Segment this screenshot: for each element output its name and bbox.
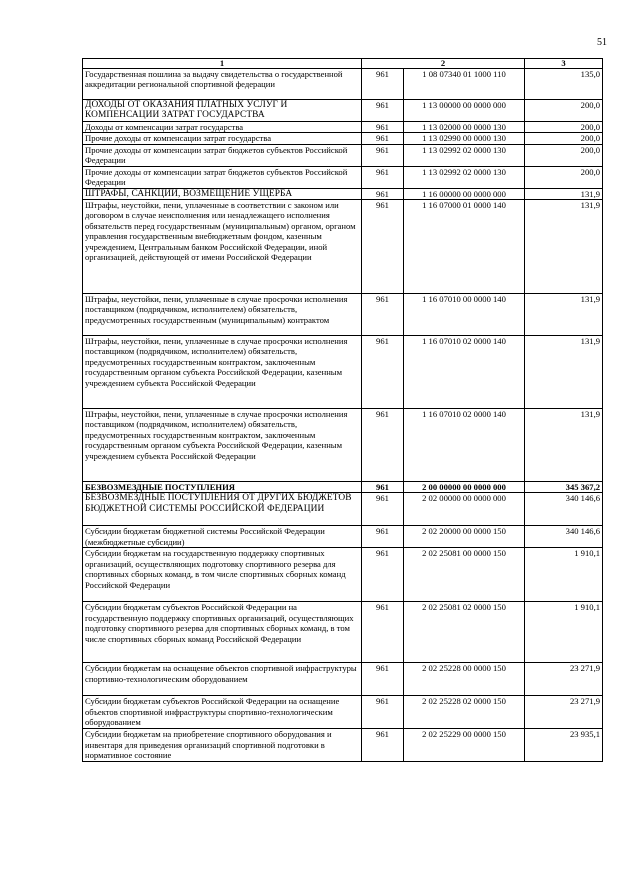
- row-admin-code: 961: [362, 409, 404, 482]
- row-name: Штрафы, неустойки, пени, уплаченные в случае просрочки исполнения поставщиком (подрядчиком, исполнителем) обязательств, предусмотренных государственным (муниципальным) контрактом: [83, 294, 362, 336]
- table-row: [83, 336, 603, 409]
- row-budget-code: 2 02 25081 02 0000 150: [404, 602, 525, 663]
- table-row: [83, 200, 603, 294]
- row-admin-code: 961: [362, 482, 404, 493]
- table-row: [83, 144, 603, 166]
- row-budget-code: 2 00 00000 00 0000 000: [404, 482, 525, 493]
- row-admin-code: 961: [362, 663, 404, 696]
- row-admin-code: 961: [362, 294, 404, 336]
- row-budget-code: 1 16 07000 01 0000 140: [404, 200, 525, 294]
- row-name: БЕЗВОЗМЕЗДНЫЕ ПОСТУПЛЕНИЯ ОТ ДРУГИХ БЮДЖЕТОВ БЮДЖЕТНОЙ СИСТЕМЫ РОССИЙСКОЙ ФЕДЕРАЦИИ: [83, 493, 362, 526]
- row-amount: 200,0: [525, 122, 603, 133]
- row-name: ШТРАФЫ, САНКЦИИ, ВОЗМЕЩЕНИЕ УЩЕРБА: [83, 188, 362, 199]
- row-admin-code: 961: [362, 729, 404, 761]
- row-budget-code: 2 02 25081 00 0000 150: [404, 548, 525, 602]
- table-row: [83, 663, 603, 696]
- table-row: [83, 166, 603, 188]
- table-row: [83, 482, 603, 493]
- table-row: [83, 493, 603, 526]
- row-amount: 135,0: [525, 69, 603, 100]
- row-admin-code: 961: [362, 696, 404, 729]
- row-admin-code: 961: [362, 526, 404, 548]
- header-col-2: 2: [362, 59, 525, 69]
- table-row: [83, 696, 603, 729]
- row-budget-code: 1 13 00000 00 0000 000: [404, 100, 525, 122]
- row-name: Штрафы, неустойки, пени, уплаченные в соответствии с законом или договором в случае неисполнения или ненадлежащего исполнения обязательств перед государственным (муниципальным) органом, органом управления государственным внебюджетным фондом, казенным учреждением, Центральным банком Российской Федерации, иной организацией, действующей от имени Российской Федерации: [83, 200, 362, 294]
- row-admin-code: 961: [362, 200, 404, 294]
- table-row: [83, 133, 603, 144]
- row-budget-code: 2 02 25228 02 0000 150: [404, 696, 525, 729]
- row-name: Субсидии бюджетам бюджетной системы Российской Федерации (межбюджетные субсидии): [83, 526, 362, 548]
- row-admin-code: 961: [362, 493, 404, 526]
- table-header-row: [83, 59, 603, 69]
- row-admin-code: 961: [362, 166, 404, 188]
- row-amount: 131,9: [525, 336, 603, 409]
- row-admin-code: 961: [362, 602, 404, 663]
- table-row: [83, 602, 603, 663]
- header-col-1: 1: [83, 59, 362, 69]
- row-admin-code: 961: [362, 188, 404, 199]
- row-budget-code: 1 16 00000 00 0000 000: [404, 188, 525, 199]
- row-amount: 200,0: [525, 166, 603, 188]
- revenue-table: [82, 58, 603, 762]
- row-amount: 200,0: [525, 133, 603, 144]
- row-amount: 23 935,1: [525, 729, 603, 761]
- row-budget-code: 1 16 07010 02 0000 140: [404, 336, 525, 409]
- row-name: Штрафы, неустойки, пени, уплаченные в случае просрочки исполнения поставщиком (подрядчиком, исполнителем) обязательств, предусмотренных государственным контрактом, заключенным государственным органом субъекта Российской Федерации, казенным учреждением субъекта Российской Федерации: [83, 409, 362, 482]
- row-budget-code: 1 13 02990 00 0000 130: [404, 133, 525, 144]
- row-budget-code: 1 13 02000 00 0000 130: [404, 122, 525, 133]
- row-budget-code: 1 13 02992 02 0000 130: [404, 144, 525, 166]
- table-row: [83, 548, 603, 602]
- row-admin-code: 961: [362, 548, 404, 602]
- row-amount: 23 271,9: [525, 663, 603, 696]
- table-row: [83, 69, 603, 100]
- row-amount: 340 146,6: [525, 493, 603, 526]
- row-name: БЕЗВОЗМЕЗДНЫЕ ПОСТУПЛЕНИЯ: [83, 482, 362, 493]
- row-name: Государственная пошлина за выдачу свидетельства о государственной аккредитации региональной спортивной федерации: [83, 69, 362, 100]
- row-amount: 131,9: [525, 409, 603, 482]
- table-row: [83, 526, 603, 548]
- row-name: Субсидии бюджетам субъектов Российской Федерации на государственную поддержку спортивных организаций, осуществляющих подготовку спортивного резерва для спортивных сборных команд, в том числе спортивных сборных команд Российской Федерации: [83, 602, 362, 663]
- row-admin-code: 961: [362, 144, 404, 166]
- row-budget-code: 2 02 20000 00 0000 150: [404, 526, 525, 548]
- row-name: Прочие доходы от компенсации затрат бюджетов субъектов Российской Федерации: [83, 144, 362, 166]
- row-admin-code: 961: [362, 69, 404, 100]
- row-name: ДОХОДЫ ОТ ОКАЗАНИЯ ПЛАТНЫХ УСЛУГ И КОМПЕНСАЦИИ ЗАТРАТ ГОСУДАРСТВА: [83, 100, 362, 122]
- row-name: Субсидии бюджетам на приобретение спортивного оборудования и инвентаря для приведения организаций спортивной подготовки в нормативное состояние: [83, 729, 362, 761]
- row-amount: 345 367,2: [525, 482, 603, 493]
- row-name: Прочие доходы от компенсации затрат государства: [83, 133, 362, 144]
- row-amount: 1 910,1: [525, 602, 603, 663]
- table-row: [83, 409, 603, 482]
- table-row: [83, 294, 603, 336]
- row-admin-code: 961: [362, 133, 404, 144]
- row-budget-code: 2 02 25228 00 0000 150: [404, 663, 525, 696]
- row-amount: 131,9: [525, 188, 603, 199]
- table-row: [83, 100, 603, 122]
- table-row: [83, 122, 603, 133]
- row-amount: 23 271,9: [525, 696, 603, 729]
- row-amount: 1 910,1: [525, 548, 603, 602]
- row-admin-code: 961: [362, 336, 404, 409]
- row-amount: 340 146,6: [525, 526, 603, 548]
- row-amount: 200,0: [525, 144, 603, 166]
- row-name: Штрафы, неустойки, пени, уплаченные в случае просрочки исполнения поставщиком (подрядчиком, исполнителем) обязательств, предусмотренных государственным контрактом, заключенным государственным органом субъекта Российской Федерации, казенным учреждением субъекта Российской Федерации: [83, 336, 362, 409]
- row-budget-code: 1 13 02992 02 0000 130: [404, 166, 525, 188]
- row-amount: 131,9: [525, 294, 603, 336]
- page-number: 51: [597, 37, 607, 48]
- row-amount: 131,9: [525, 200, 603, 294]
- row-name: Субсидии бюджетам на государственную поддержку спортивных организаций, осуществляющих подготовку спортивного резерва для спортивных сборных команд, в том числе спортивных сборных команд Российской Федерации: [83, 548, 362, 602]
- row-amount: 200,0: [525, 100, 603, 122]
- row-name: Прочие доходы от компенсации затрат бюджетов субъектов Российской Федерации: [83, 166, 362, 188]
- row-admin-code: 961: [362, 122, 404, 133]
- row-budget-code: 2 02 25229 00 0000 150: [404, 729, 525, 761]
- row-name: Доходы от компенсации затрат государства: [83, 122, 362, 133]
- row-name: Субсидии бюджетам на оснащение объектов спортивной инфраструктуры спортивно-технологическим оборудованием: [83, 663, 362, 696]
- row-budget-code: 1 16 07010 02 0000 140: [404, 409, 525, 482]
- table-row: [83, 729, 603, 761]
- row-budget-code: 1 08 07340 01 1000 110: [404, 69, 525, 100]
- header-col-3: 3: [525, 59, 603, 69]
- row-name: Субсидии бюджетам субъектов Российской Федерации на оснащение объектов спортивной инфраструктуры спортивно-технологическим оборудованием: [83, 696, 362, 729]
- row-admin-code: 961: [362, 100, 404, 122]
- row-budget-code: 1 16 07010 00 0000 140: [404, 294, 525, 336]
- row-budget-code: 2 02 00000 00 0000 000: [404, 493, 525, 526]
- table-row: [83, 188, 603, 199]
